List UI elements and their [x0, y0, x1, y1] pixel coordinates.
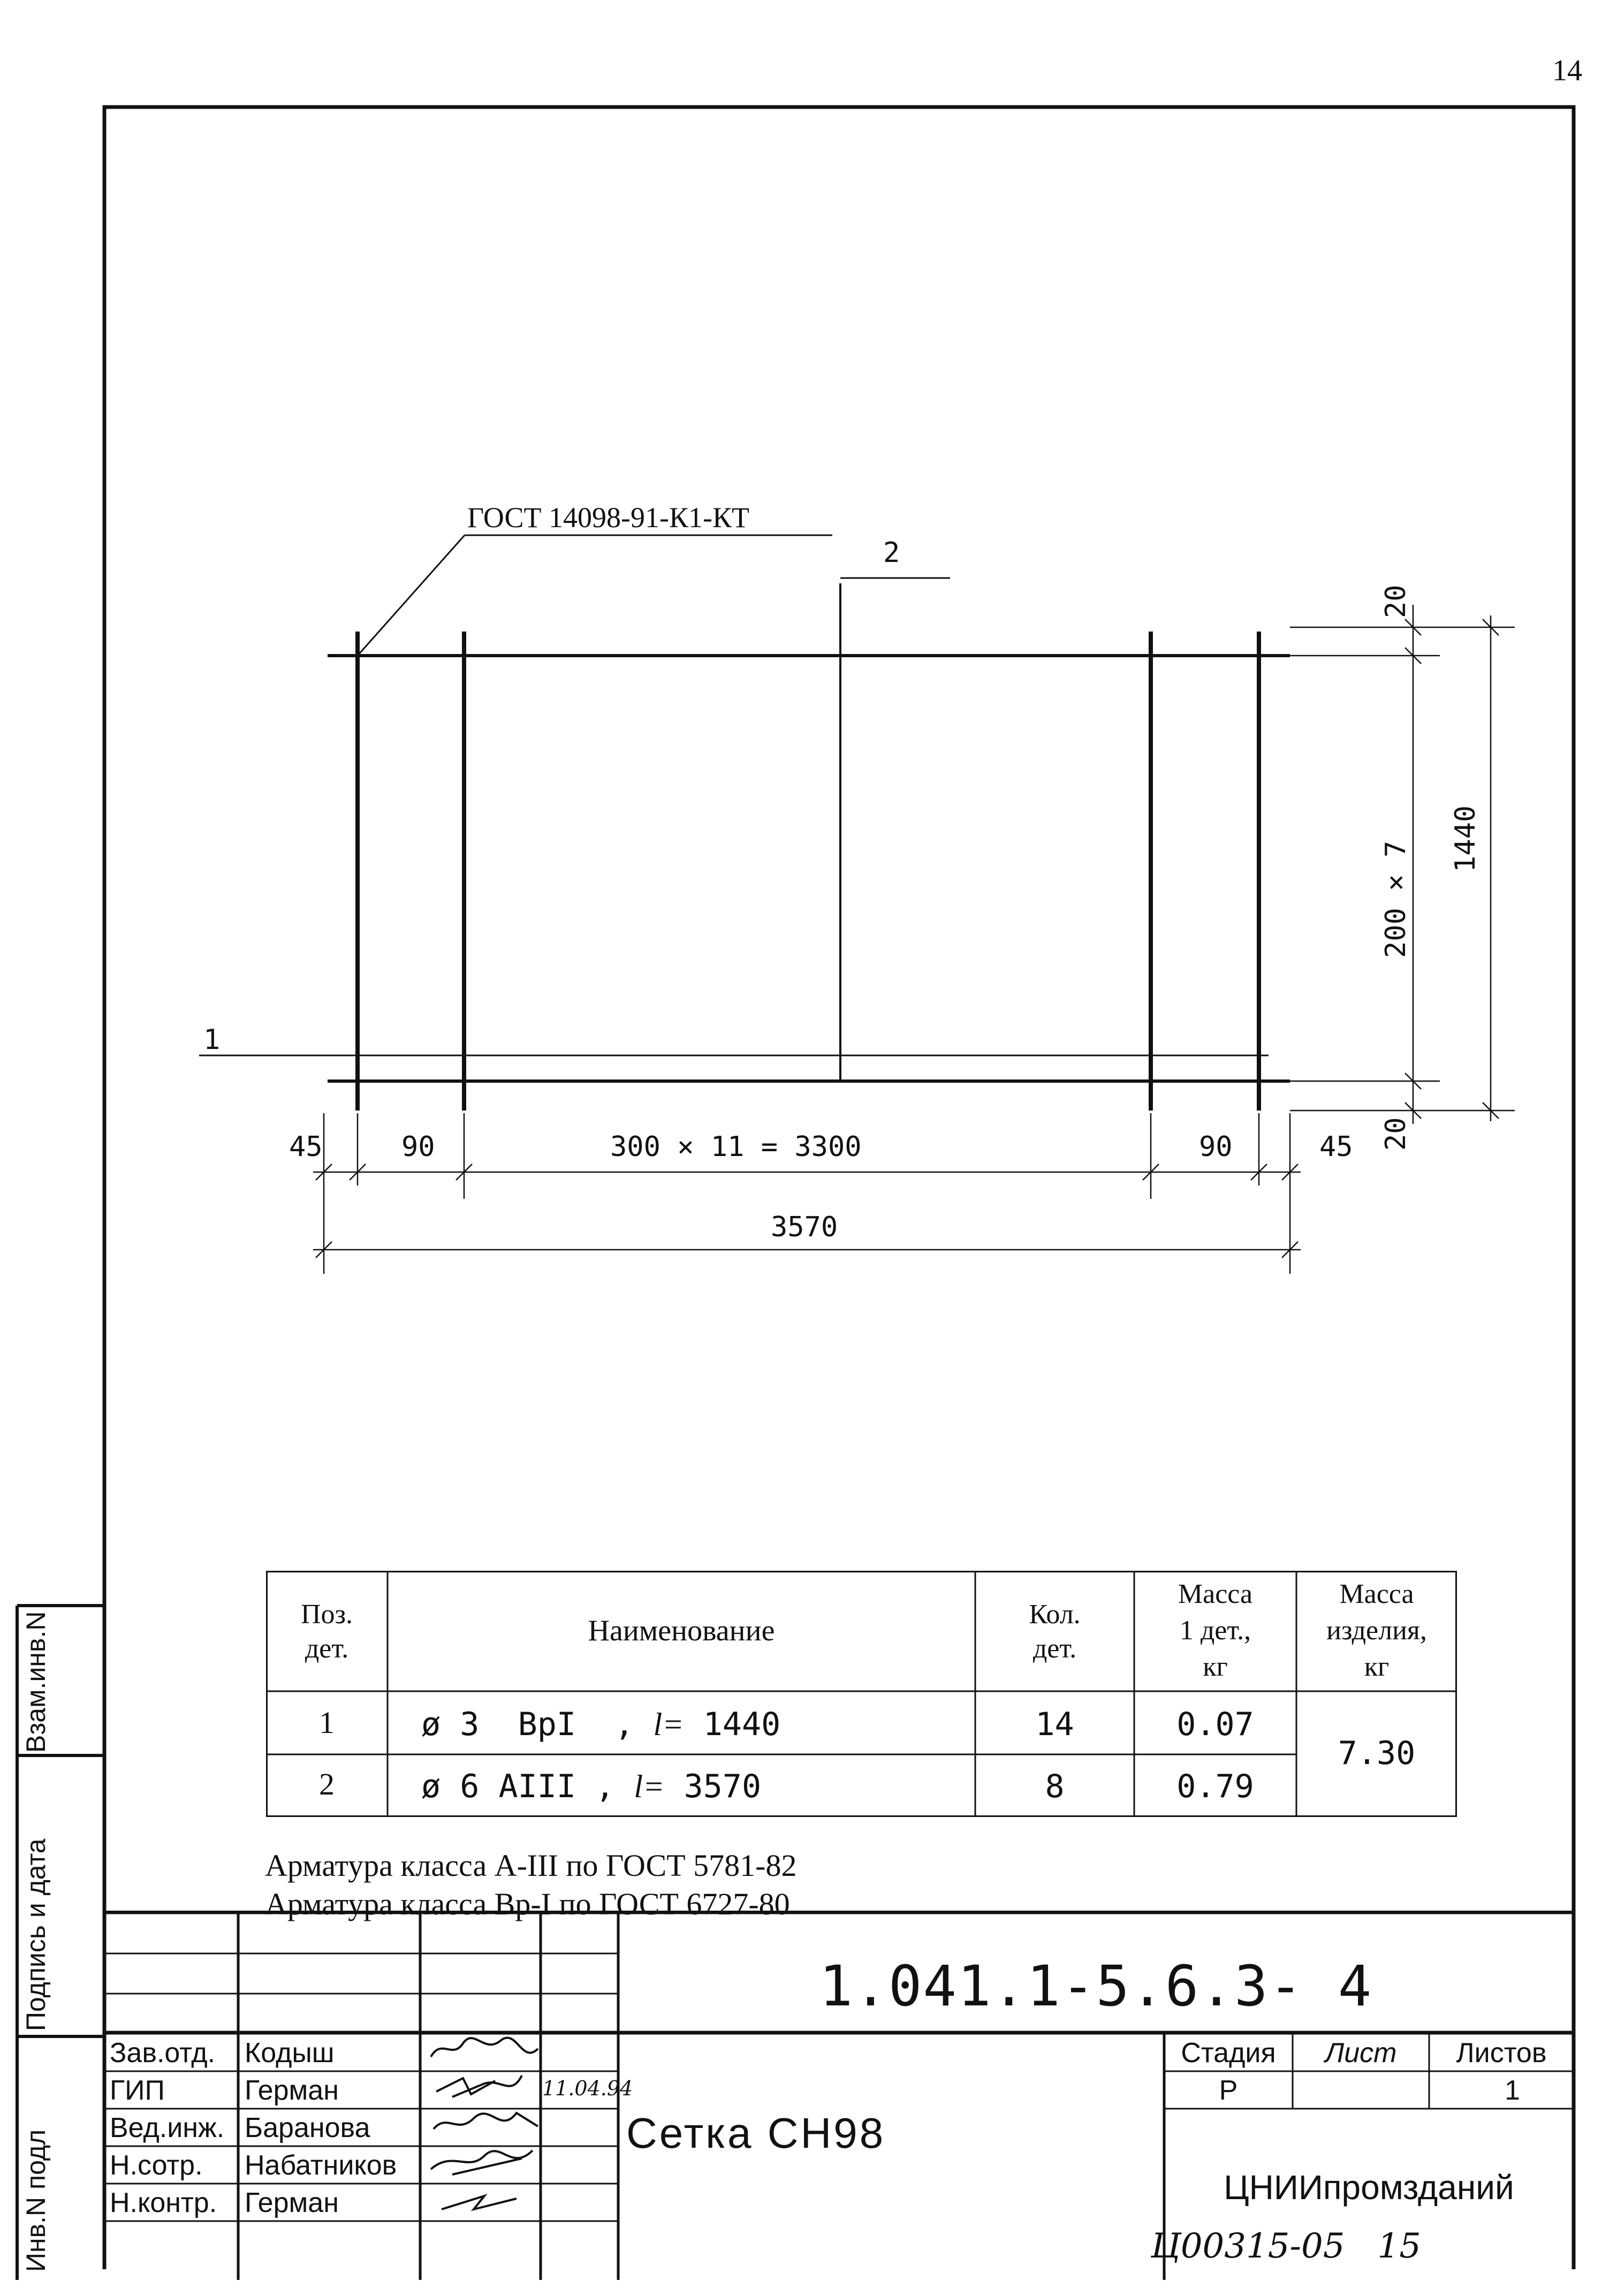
- page-number: 14: [1552, 54, 1582, 87]
- header-name: Наименование: [588, 1614, 775, 1647]
- designation: 1.041.1-5.6.3- 4: [819, 1953, 1373, 2019]
- row-1-pos: 1: [319, 1705, 335, 1740]
- dim-bottom-20: 20: [1380, 1117, 1412, 1151]
- side-inv-orig: Инв.N подл: [21, 2129, 51, 2272]
- sheet-label: Лист: [1325, 2037, 1397, 2069]
- stage-label: Стадия: [1181, 2037, 1276, 2069]
- item-name: Сетка СН98: [626, 2109, 886, 2157]
- header-mass-total: Масса изделия, кг: [1326, 1579, 1427, 1682]
- row-1-name: ø 3 ВрI , l= 1440: [421, 1706, 781, 1743]
- dim-left-90: 90: [401, 1131, 435, 1163]
- staff-name-4: Набатников: [245, 2150, 397, 2181]
- staff-name-5: Герман: [245, 2187, 339, 2218]
- organization: ЦНИИпромзданий: [1224, 2168, 1514, 2207]
- row-1-mass: 0.07: [1176, 1706, 1254, 1743]
- staff-role-3: Вед.инж.: [110, 2112, 225, 2143]
- sheets-label: Листов: [1456, 2037, 1547, 2069]
- row-2-name: ø 6 AIII , l= 3570: [421, 1768, 762, 1805]
- staff-role-1: Зав.отд.: [110, 2037, 216, 2069]
- staff-name-3: Баранова: [245, 2112, 370, 2143]
- signatures: [420, 2033, 634, 2279]
- staff-role-4: Н.сотр.: [110, 2150, 203, 2181]
- callout-standard: ГОСТ 14098-91-К1-КТ: [467, 501, 750, 534]
- sheets-value: 1: [1505, 2075, 1520, 2106]
- dim-left-45: 45: [289, 1131, 323, 1163]
- dim-total-height: 1440: [1449, 805, 1482, 872]
- row-2-pos: 2: [319, 1767, 335, 1801]
- dim-spacing-vertical: 200 × 7: [1380, 840, 1412, 958]
- row-2-qty: 8: [1045, 1768, 1065, 1805]
- date: 11.04.94: [542, 2077, 633, 2100]
- staff-role-5: Н.контр.: [110, 2187, 217, 2218]
- dim-top-20: 20: [1380, 584, 1412, 618]
- side-signature-date: Подпись и дата: [21, 1838, 51, 2031]
- dim-right-90: 90: [1199, 1131, 1233, 1163]
- total-mass: 7.30: [1338, 1735, 1416, 1772]
- note-2: Арматура класса Вр-I по ГОСТ 6727-80: [265, 1887, 790, 1921]
- side-replaced-inv: Взам.инв.N: [21, 1611, 51, 1753]
- dim-right-45: 45: [1319, 1131, 1353, 1163]
- dim-total-length: 3570: [771, 1211, 838, 1243]
- row-2-mass: 0.79: [1176, 1768, 1254, 1805]
- stage-value: Р: [1219, 2075, 1238, 2106]
- callout-pos-2: 2: [883, 537, 900, 569]
- row-1-qty: 14: [1035, 1706, 1074, 1743]
- title-block: [104, 1911, 1574, 2280]
- archive-number: Ц00315-05 15: [1151, 2226, 1421, 2266]
- spec-table: [266, 1571, 1457, 1817]
- staff-role-2: ГИП: [110, 2075, 165, 2106]
- note-1: Арматура класса А-III по ГОСТ 5781-82: [265, 1848, 797, 1883]
- header-pos: Поз. дет.: [300, 1599, 353, 1664]
- staff-name-1: Кодыш: [245, 2037, 335, 2069]
- dim-spacing-horizontal: 300 × 11 = 3300: [610, 1131, 862, 1163]
- header-mass-one: Масса 1 дет., кг: [1178, 1579, 1253, 1682]
- header-qty: Кол. дет.: [1029, 1599, 1081, 1664]
- staff-name-2: Герман: [245, 2075, 339, 2106]
- callout-pos-1: 1: [203, 1024, 221, 1056]
- side-stamp: [0, 1600, 107, 2296]
